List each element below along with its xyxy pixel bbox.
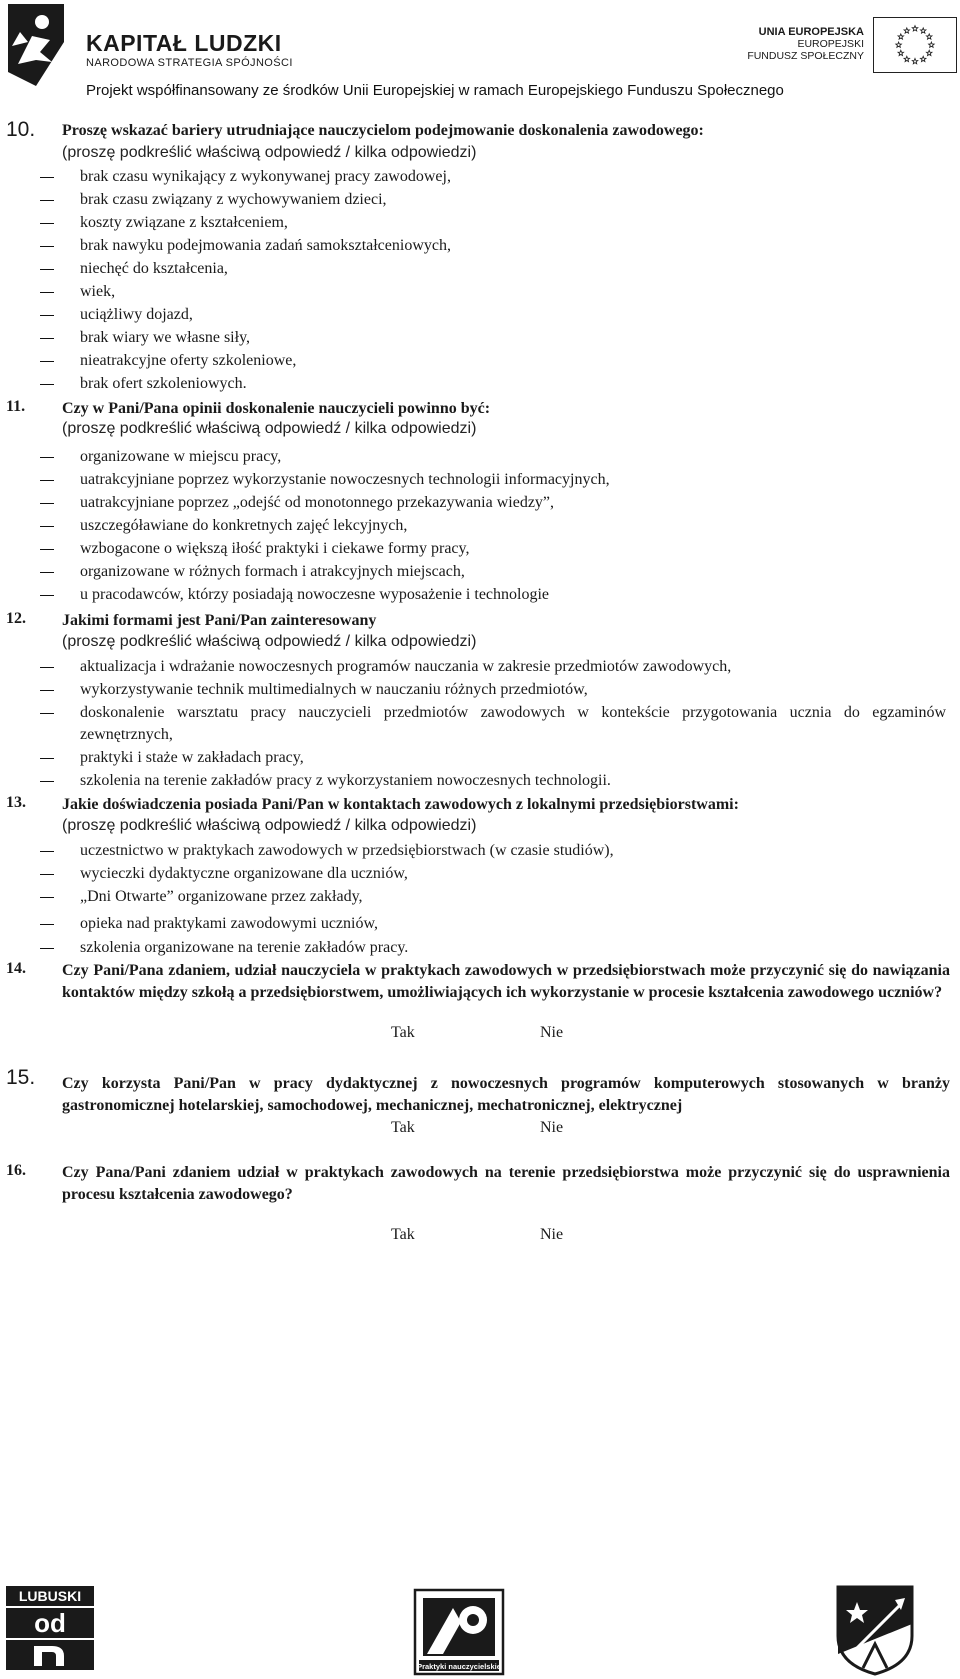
- dash-bullet: [40, 292, 54, 293]
- dash-bullet: [40, 851, 54, 852]
- eu-flag-logo: [873, 17, 957, 73]
- dash-bullet: [40, 690, 54, 691]
- question-hint: (proszę podkreślić właściwą odpowiedź / kilka odpowiedzi): [62, 817, 477, 834]
- option-text: brak nawyku podejmowania zadań samokształceniowych,: [80, 237, 451, 254]
- answer-no[interactable]: Nie: [540, 1024, 564, 1041]
- option-text: koszty związane z kształceniem,: [80, 214, 288, 231]
- dash-bullet: [40, 361, 54, 362]
- lubuski-logo: [4, 1584, 96, 1672]
- option-text: uciążliwy dojazd,: [80, 306, 193, 323]
- eu-star-icon: [926, 34, 932, 39]
- option-text: uczestnictwo w praktykach zawodowych w przedsiębiorstwach (w czasie studiów),: [80, 842, 614, 859]
- dash-bullet: [40, 338, 54, 339]
- eu-star-icon: [904, 28, 909, 33]
- eu-star-icon: [926, 50, 932, 55]
- dash-bullet: [40, 572, 54, 573]
- eu-line-3: FUNDUSZ SPOŁECZNY: [747, 50, 864, 62]
- question-number: 12.: [6, 610, 26, 627]
- option-text: uatrakcyjniane poprzez „odejść od monotonnego przekazywania wiedzy”,: [80, 494, 555, 511]
- question-title: Jakie doświadczenia posiada Pani/Pan w kontaktach zawodowych z lokalnymi przedsiębiorstwami:: [62, 796, 739, 813]
- kl-subtitle: NARODOWA STRATEGIA SPÓJNOŚCI: [86, 57, 293, 69]
- question-title: Czy korzysta Pani/Pan w pracy dydaktycznej z nowoczesnych programów komputerowych stosowanych w branży gastronomicznej hotelarskiej, samochodowej, mechanicznej, mechatronicznej, elektrycznej: [62, 1075, 950, 1114]
- option-text: aktualizacja i wdrażanie nowoczesnych programów nauczania w zakresie przedmiotów zawodowych,: [80, 658, 732, 675]
- question-title: Proszę wskazać bariery utrudniające nauczycielom podejmowanie doskonalenia zawodowego:: [62, 122, 704, 139]
- dash-bullet: [40, 177, 54, 178]
- eu-text: [747, 26, 864, 62]
- answer-yes[interactable]: Tak: [391, 1119, 415, 1136]
- question-hint: (proszę podkreślić właściwą odpowiedź / kilka odpowiedzi): [62, 420, 477, 437]
- question-number: 10.: [6, 118, 36, 141]
- question-number: 15.: [6, 1066, 36, 1089]
- answer-yes[interactable]: Tak: [391, 1226, 415, 1243]
- lubuski-initials: od: [34, 1608, 66, 1638]
- option-text: uatrakcyjniane poprzez wykorzystanie nowoczesnych technologii informacyjnych,: [80, 471, 610, 488]
- answer-no[interactable]: Nie: [540, 1226, 564, 1243]
- eu-star-icon: [898, 50, 904, 55]
- dash-bullet: [40, 948, 54, 949]
- dash-bullet: [40, 924, 54, 925]
- eu-star-icon: [896, 42, 901, 47]
- option-text: praktyki i staże w zakładach pracy,: [80, 749, 304, 766]
- dash-bullet: [40, 246, 54, 247]
- option-text: szkolenia organizowane na terenie zakładów pracy.: [80, 939, 409, 956]
- page-header: [0, 0, 960, 108]
- option-text: niechęć do kształcenia,: [80, 260, 228, 277]
- eu-star-icon: [904, 56, 909, 61]
- question-number: 14.: [6, 960, 26, 977]
- option-text: wykorzystywanie technik multimedialnych w nauczaniu różnych przedmiotów,: [80, 681, 588, 698]
- option-text: wzbogacone o większą iłość praktyki i ciekawe formy pracy,: [80, 540, 470, 557]
- option-text: organizowane w miejscu pracy,: [80, 448, 282, 465]
- dash-bullet: [40, 457, 54, 458]
- question-hint: (proszę podkreślić właściwą odpowiedź / kilka odpowiedzi): [62, 633, 477, 650]
- question-title: Czy w Pani/Pana opinii doskonalenie nauczycieli powinno być:: [62, 400, 491, 417]
- option-text: uszczegóławiane do konkretnych zajęć lekcyjnych,: [80, 517, 408, 534]
- dash-bullet: [40, 200, 54, 201]
- dash-bullet: [40, 549, 54, 550]
- option-text: brak ofert szkoleniowych.: [80, 375, 247, 392]
- option-text: szkolenia na terenie zakładów pracy z wykorzystaniem nowoczesnych technologii.: [80, 772, 611, 789]
- eu-line-2: EUROPEJSKI: [797, 38, 864, 50]
- option-text: doskonalenie warsztatu pracy nauczycieli przedmiotów zawodowych w kontekście przygotowania ucznia do egzaminów zewnętrznych,: [80, 704, 946, 743]
- kapital-ludzki-logo: [6, 2, 66, 86]
- option-text: u pracodawców, którzy posiadają nowoczesne wyposażenie i technologie: [80, 586, 550, 603]
- question-title: Czy Pani/Pana zdaniem, udział nauczyciela w praktykach zawodowych w przedsiębiorstwach może przyczynić się do nawiązania kontaktów między szkołą a przedsiębiorstwem, umożliwiających ich wykorzystanie w procesie kształcenia zawodowego uczniów?: [62, 962, 950, 1001]
- option-text: wiek,: [80, 283, 116, 300]
- dash-bullet: [40, 874, 54, 875]
- question-number: 13.: [6, 794, 26, 811]
- dash-bullet: [40, 758, 54, 759]
- dash-bullet: [40, 269, 54, 270]
- option-text: „Dni Otwarte” organizowane przez zakłady,: [80, 888, 363, 905]
- option-text: brak czasu wynikający z wykonywanej pracy zawodowej,: [80, 168, 451, 185]
- eu-star-icon: [920, 28, 925, 33]
- dash-bullet: [40, 595, 54, 596]
- lubuski-label: LUBUSKI: [18, 1588, 82, 1604]
- option-text: nieatrakcyjne oferty szkoleniowe,: [80, 352, 297, 369]
- option-text: brak czasu związany z wychowywaniem dzieci,: [80, 191, 387, 208]
- praktyki-nauczycielskie-logo: [413, 1588, 505, 1676]
- praktyki-label: Praktyki nauczycielskie: [417, 1662, 501, 1671]
- question-hint: (proszę podkreślić właściwą odpowiedź / kilka odpowiedzi): [62, 144, 477, 161]
- answer-yes[interactable]: Tak: [391, 1024, 415, 1041]
- dash-bullet: [40, 526, 54, 527]
- dash-bullet: [40, 315, 54, 316]
- option-text: organizowane w różnych formach i atrakcyjnych miejscach,: [80, 563, 465, 580]
- dash-bullet: [40, 667, 54, 668]
- eu-star-icon: [898, 34, 904, 39]
- coat-of-arms-logo: [835, 1584, 915, 1676]
- dash-bullet: [40, 713, 54, 714]
- option-text: wycieczki dydaktyczne organizowane dla uczniów,: [80, 865, 408, 882]
- eu-star-icon: [929, 42, 934, 47]
- question-title: Czy Pana/Pani zdaniem udział w praktykach zawodowych na terenie przedsiębiorstwa może przyczynić się do usprawnienia procesu kształcenia zawodowego?: [62, 1164, 950, 1203]
- eu-star-icon: [920, 56, 925, 61]
- answer-no[interactable]: Nie: [540, 1119, 564, 1136]
- question-number: 11.: [6, 398, 26, 415]
- project-funding-line: Projekt współfinansowany ze środków Unii Europejskiej w ramach Europejskiego Funduszu Społecznego: [86, 82, 784, 99]
- eu-star-icon: [912, 59, 917, 64]
- question-title: Jakimi formami jest Pani/Pan zainteresowany: [62, 612, 377, 629]
- dash-bullet: [40, 897, 54, 898]
- dash-bullet: [40, 781, 54, 782]
- eu-line-1: UNIA EUROPEJSKA: [758, 26, 864, 38]
- dash-bullet: [40, 384, 54, 385]
- dash-bullet: [40, 480, 54, 481]
- question-number: 16.: [6, 1162, 26, 1179]
- option-text: opieka nad praktykami zawodowymi uczniów,: [80, 915, 378, 932]
- kl-title: KAPITAŁ LUDZKI: [86, 30, 282, 56]
- eu-star-icon: [912, 26, 917, 31]
- dash-bullet: [40, 503, 54, 504]
- dash-bullet: [40, 223, 54, 224]
- option-text: brak wiary we własne siły,: [80, 329, 251, 346]
